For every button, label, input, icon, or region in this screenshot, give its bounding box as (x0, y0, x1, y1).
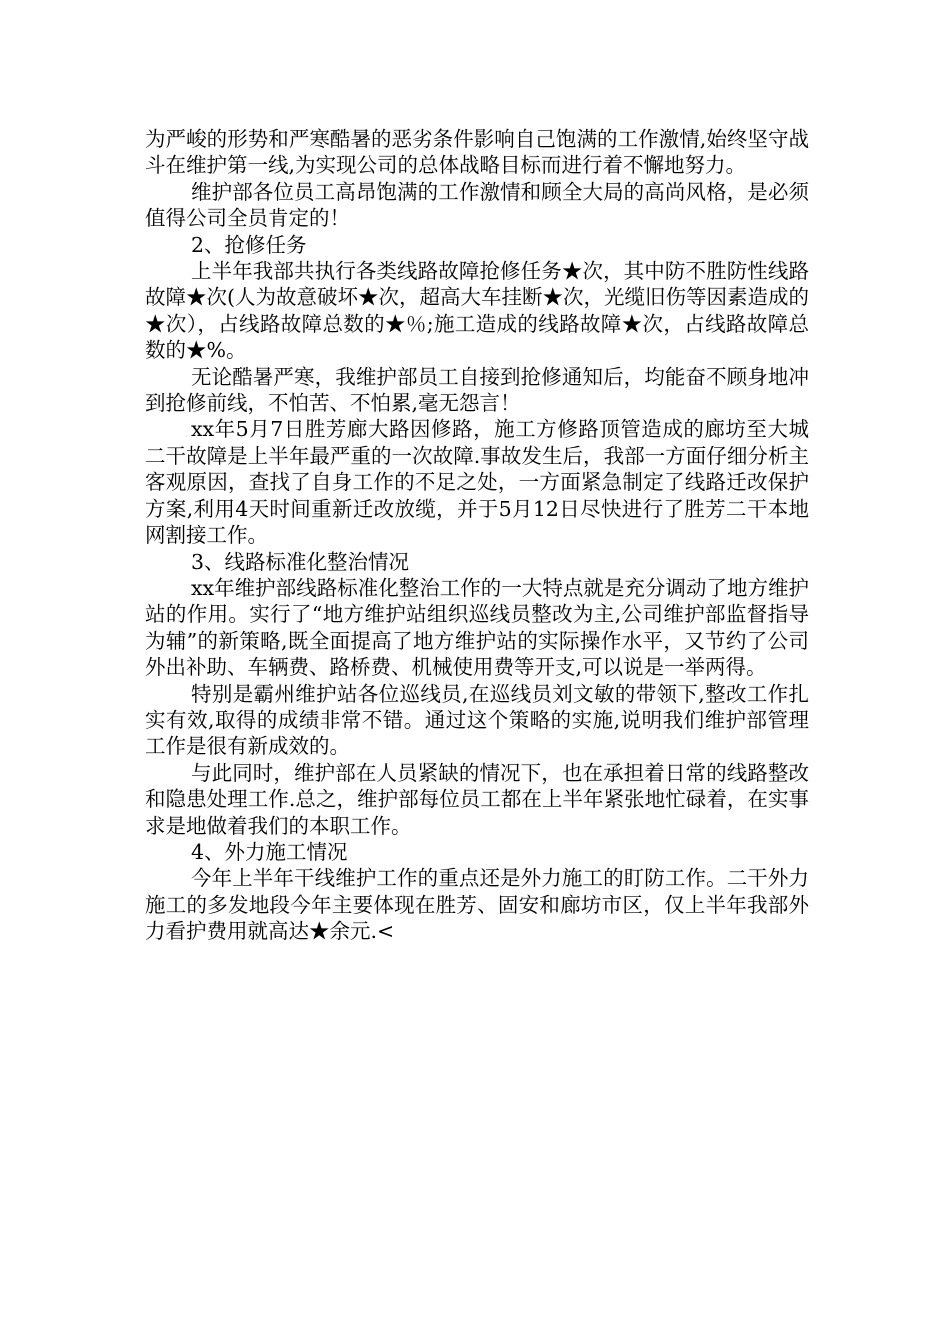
paragraph-standardization-strategy: xx年维护部线路标准化整治工作的一大特点就是充分调动了地方维护站的作用。实行了“地方维护站组织巡线员整改为主,公司维护部监督指导为辅”的新策略,既全面提高了地方维护站的实际操作水平，又节约了公司外出补助、车辆费、路桥费、机械使用费等开支,可以说是一举两得。 (145, 575, 809, 680)
section-heading-standardization: 3、线路标准化整治情况 (191, 549, 410, 574)
paragraph-continuation: 为严峻的形势和严寒酷暑的恶劣条件影响自己饱满的工作激情,始终坚守战斗在维护第一线,为实现公司的总体战略目标而进行着不懈地努力。 (145, 127, 809, 178)
paragraph-staff-praise: 维护部各位员工高昂饱满的工作激情和顾全大局的高尚风格，是必须值得公司全员肯定的！ (145, 179, 809, 231)
document-body (145, 126, 809, 945)
section-heading-external-construction: 4、外力施工情况 (191, 839, 348, 864)
paragraph-major-fault: xx年5月7日胜芳廊大路因修路，施工方修路顶管造成的廊坊至大城二干故障是上半年最严重的一次故障.事故发生后，我部一方面仔细分析主客观原因，查找了自身工作的不足之处，一方面紧急制定了线路迁改保护方案,利用4天时间重新迁改放缆，并于5月12日尽快进行了胜芳二干本地网割接工作。 (145, 417, 809, 548)
paragraph-external-construction: 今年上半年干线维护工作的重点还是外力施工的盯防工作。二干外力施工的多发地段今年主要体现在胜芳、固安和廊坊市区，仅上半年我部外力看护费用就高达★余元.< (145, 866, 809, 944)
paragraph-daily-work: 与此同时，维护部在人员紧缺的情况下，也在承担着日常的线路整改和隐患处理工作.总之，维护部每位员工都在上半年紧张地忙碌着，在实事求是地做着我们的本职工作。 (145, 760, 809, 838)
section-heading-repair-tasks: 2、抢修任务 (191, 232, 307, 257)
paragraph-repair-statistics: 上半年我部共执行各类线路故障抢修任务★次，其中防不胜防性线路故障★次(人为故意破坏★次，超高大车挂断★次，光缆旧伤等因素造成的★次），占线路故障总数的★％;施工造成的线路故障★次，占线路故障总数的★%。 (145, 259, 809, 363)
paragraph-bazhou-station: 特别是霸州维护站各位巡线员,在巡线员刘文敏的带领下,整改工作扎实有效,取得的成绩非常不错。通过这个策略的实施,说明我们维护部管理工作是很有新成效的。 (145, 681, 809, 759)
paragraph-repair-attitude: 无论酷暑严寒，我维护部员工自接到抢修通知后，均能奋不顾身地冲到抢修前线，不怕苦、不怕累,毫无怨言！ (145, 364, 809, 416)
